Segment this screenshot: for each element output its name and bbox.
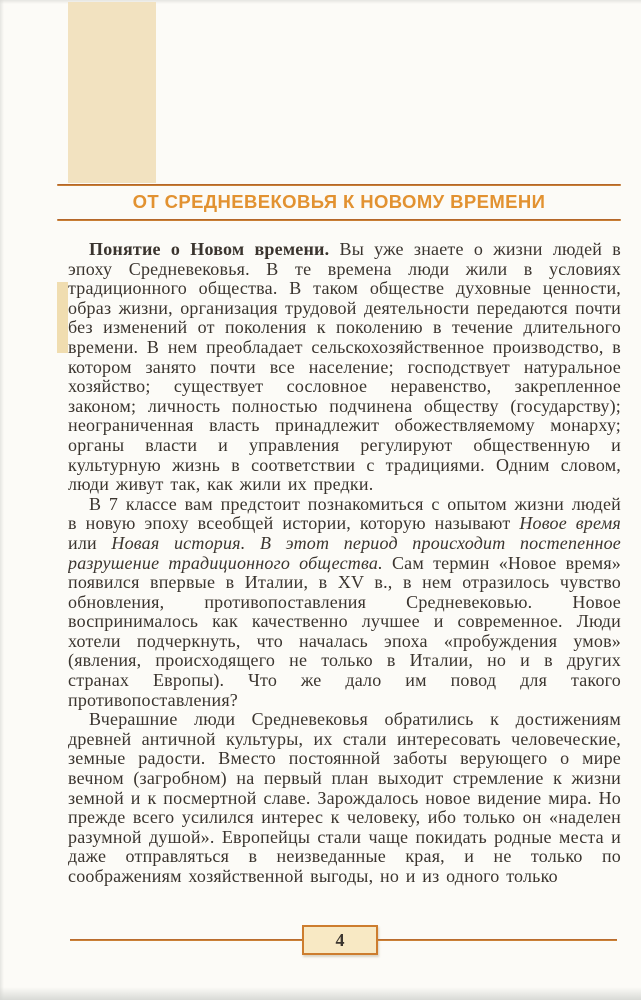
paragraph-lead-bold: Понятие о Новом времени.	[89, 240, 330, 259]
scan-edge-bottom	[0, 987, 641, 1000]
paragraph-text: Сам термин «Новое время» появился впервые в Италии, в XV в., в нем отразилось чувство обновления, противопоставления Средневековью. Новое воспринималось как качественно лучшее и современное. Люди хотели подчеркнуть, что началась эпоха «пробуждения умов» (явления, происходящего не только в Италии, но и в других странах Европы). Что же дало им повод для такого противопоставления?	[68, 552, 621, 710]
term-new-time-italic: Новое время	[519, 513, 621, 534]
header-rule-bottom	[57, 219, 621, 221]
page-number-box	[302, 925, 378, 955]
paragraph-text: Вчерашние люди Средневековья обратились к достижениям древней античной культуры, их стали интересовать человеческие, земные радости. Вместо постоянной заботы верующего о мире вечном (загробном) на первый план выходит стремление к жизни земной и к посмертной славе. Зарождалось новое видение мира. Но прежде всего усилился интерес к человеку, ибо только он «наделен разумной душой». Европейцы стали чаще покидать родные места и даже отправляться в неизведанные края, и не только по соображениям хозяйственной выгоды, но и из одного только	[68, 709, 621, 886]
paragraph-yesterdays-people	[68, 710, 621, 886]
footer-rule-right	[378, 939, 617, 941]
paragraph-concept-of-new-time	[68, 240, 621, 495]
footer-rule-left	[70, 939, 302, 941]
margin-highlight-strip	[57, 282, 68, 353]
paragraph-text: Вы уже знаете о жизни людей в эпоху Средневековья. В те времена люди жили в условиях традиционного общества. В таком обществе духовные ценности, образ жизни, организация трудовой деятельности передаются почти без изменений от поколения к поколению в течение длительного времени. В нем преобладает сельскохозяйственное производство, в котором занято почти все население; господствует натуральное хозяйство; существует сословное неравенство, закрепленное законом; личность полностью подчинена обществу (государству); неограниченная власть принадлежит обожествляемому монарху; органы власти и управления регулируют общественную и культурную жизнь в соответствии с традициями. Одним словом, люди живут так, как жили их предки.	[68, 240, 621, 495]
paragraph-seventh-grade	[68, 495, 621, 711]
chapter-header: ОТ СРЕДНЕВЕКОВЬЯ К НОВОМУ ВРЕМЕНИ	[132, 191, 546, 212]
page-number: 4	[335, 929, 345, 950]
scan-edge-left	[0, 0, 4, 1000]
paragraph-text: или	[68, 532, 112, 553]
paragraph-text: В 7 классе вам предстоит познакомиться с опытом жизни людей в новую эпоху всеобщей истории, которую называют	[68, 493, 621, 534]
header-rule-top	[57, 184, 621, 186]
term-new-history-italic: Новая история. В этот период происходит постепенное разрушение традиционного общества.	[68, 532, 621, 573]
margin-decoration-block	[68, 2, 156, 183]
page-body	[68, 240, 621, 928]
